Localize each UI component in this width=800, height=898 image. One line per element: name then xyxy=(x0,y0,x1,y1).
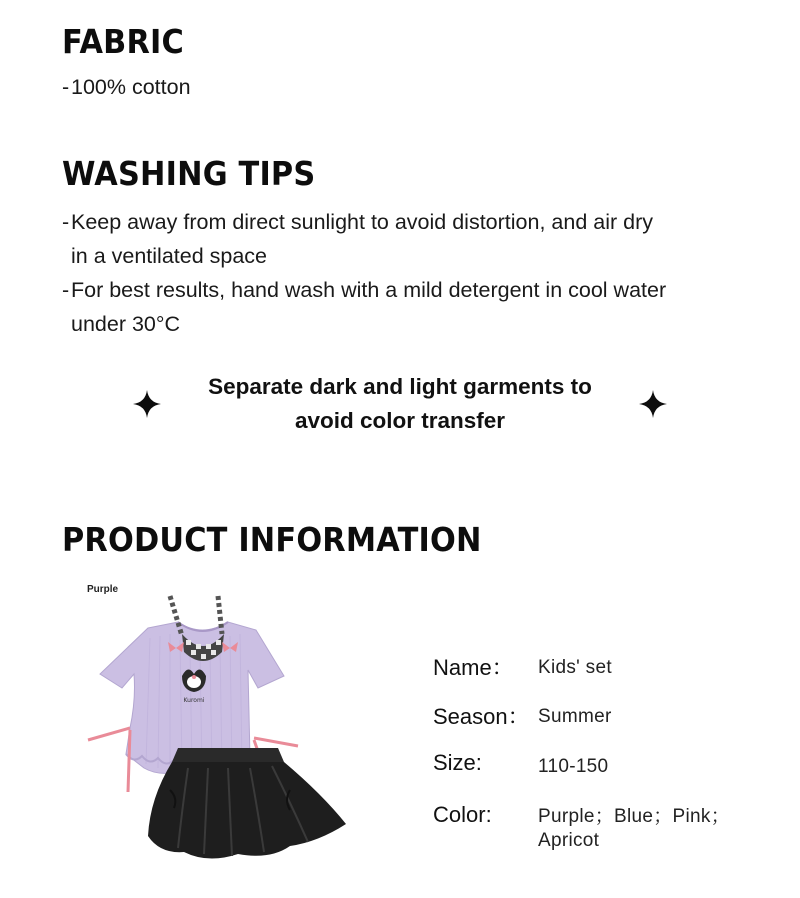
callout-text xyxy=(180,370,620,438)
info-label-size: Size: xyxy=(433,750,482,775)
bullet-dash: - xyxy=(62,278,70,302)
info-label-color: Color: xyxy=(433,802,492,827)
info-label-name: Name： xyxy=(433,655,514,680)
shirt-print-text: Kuromi xyxy=(183,697,205,704)
washing-tip-line: Keep away from direct sunlight to avoid distortion, and air dry xyxy=(71,210,653,234)
color-options-line: Apricot xyxy=(538,830,600,851)
fabric-heading: FABRIC xyxy=(62,22,184,61)
washing-tip-line: For best results, hand wash with a mild detergent in cool water xyxy=(71,278,667,302)
info-value-name: Kids' set xyxy=(538,657,612,678)
info-value-color xyxy=(538,805,730,853)
skirt-icon xyxy=(148,748,346,859)
info-value-season: Summer xyxy=(538,706,612,727)
washing-tips-heading: WASHING TIPS xyxy=(62,154,316,193)
washing-tip-item xyxy=(62,273,666,341)
info-value-size: 110-150 xyxy=(538,756,609,777)
washing-tip-line: in a ventilated space xyxy=(71,244,268,268)
callout-line: Separate dark and light garments to xyxy=(208,374,592,399)
sparkle-icon xyxy=(638,389,668,419)
image-color-label: Purple xyxy=(87,584,119,595)
outfit-illustration xyxy=(78,578,368,868)
fabric-item xyxy=(62,70,191,104)
fabric-text: 100% cotton xyxy=(71,75,191,99)
color-options-line: Purple；Blue；Pink； xyxy=(538,806,731,827)
product-info-heading: PRODUCT INFORMATION xyxy=(62,520,482,559)
info-label-season: Season： xyxy=(433,704,530,729)
bullet-dash: - xyxy=(62,210,70,234)
washing-tip-line: under 30°C xyxy=(71,312,181,336)
callout-line: avoid color transfer xyxy=(294,408,506,433)
washing-tip-item xyxy=(62,205,653,273)
bullet-dash: - xyxy=(62,75,70,99)
sparkle-icon xyxy=(132,389,162,419)
product-image xyxy=(78,578,368,868)
